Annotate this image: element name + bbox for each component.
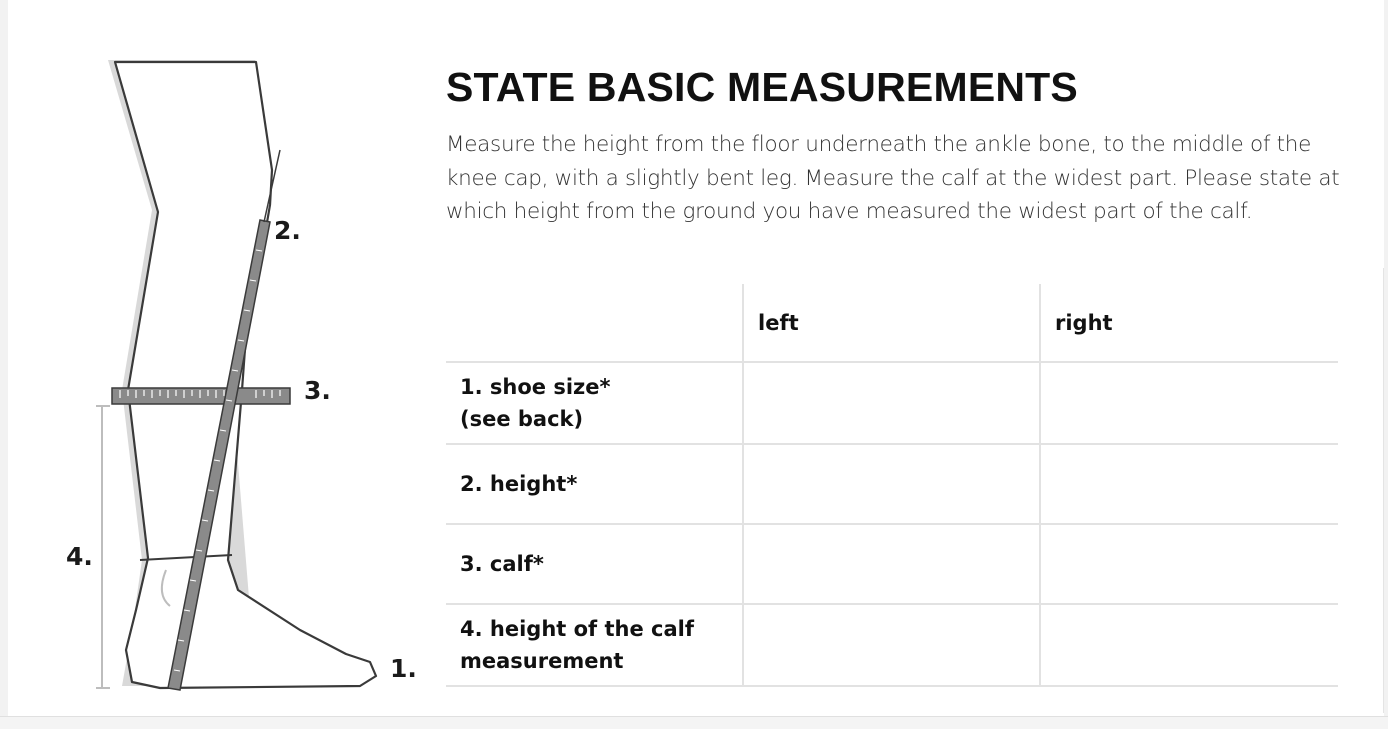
calf-height-right-cell[interactable] [1040, 604, 1338, 686]
header-empty [446, 284, 743, 362]
calf-left-cell[interactable] [743, 524, 1040, 604]
row-label-shoe-size [446, 362, 743, 444]
measurement-table [446, 284, 1338, 687]
label-three: 3. [304, 376, 331, 405]
shoe-size-right-cell[interactable] [1040, 362, 1338, 444]
label-four: 4. [66, 542, 93, 571]
table-row [446, 604, 1338, 686]
row-label-calf-height [446, 604, 743, 686]
row-label-line1: 1. shoe size* [460, 375, 611, 399]
table-row [446, 524, 1338, 604]
row-label-line1: 3. calf* [460, 552, 544, 576]
leg-drawing [60, 50, 430, 700]
right-frame-border [1384, 0, 1388, 728]
row-label-height [446, 444, 743, 524]
table-row [446, 444, 1338, 524]
label-two: 2. [274, 216, 301, 245]
height-right-cell[interactable] [1040, 444, 1338, 524]
table-row [446, 362, 1338, 444]
header-left: left [743, 284, 1040, 362]
table-header-row [446, 284, 1338, 362]
row-label-line1: 2. height* [460, 472, 578, 496]
left-frame-border [0, 0, 8, 728]
height-left-cell[interactable] [743, 444, 1040, 524]
right-inner-line [1383, 268, 1384, 713]
calf-tape [112, 388, 290, 404]
bottom-frame-border [0, 716, 1388, 729]
shoe-size-left-cell[interactable] [743, 362, 1040, 444]
calf-right-cell[interactable] [1040, 524, 1338, 604]
header-right: right [1040, 284, 1338, 362]
leg-body [115, 62, 376, 688]
instructions-text: Measure the height from the floor underneath the ankle bone, to the middle of the knee cap, with a slightly bent leg. Measure the calf at the widest part. Please state at which height from the ground you have measured the widest part of the calf. [446, 132, 1340, 224]
page-title: STATE BASIC MEASUREMENTS [446, 64, 1078, 110]
row-label-line2: (see back) [460, 407, 584, 431]
row-label-line1: 4. height of the calf [460, 617, 694, 641]
calf-height-left-cell[interactable] [743, 604, 1040, 686]
leg-measurement-illustration [60, 50, 430, 700]
row-label-line2: measurement [460, 649, 624, 673]
label-one: 1. [390, 654, 417, 683]
row-label-calf [446, 524, 743, 604]
